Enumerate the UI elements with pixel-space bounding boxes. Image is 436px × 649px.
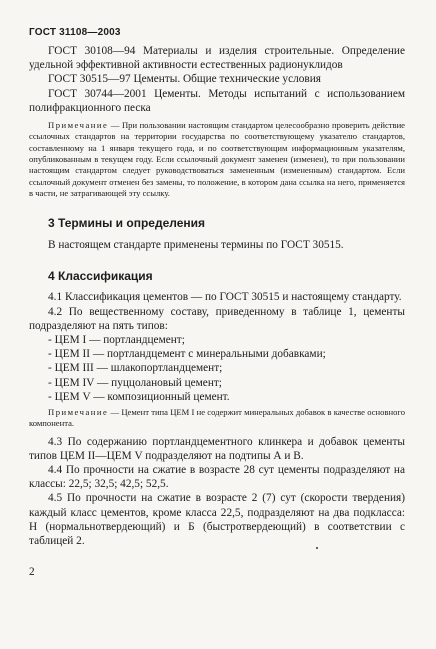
clause-4-5: 4.5 По прочности на сжатие в возрасте 2 (7) сут (скорости твердения) каждый класс цементов, кроме класса 22,5, подразделяют на два подкласса: Н (нормальнотвердеющий) и Б (быстротвердеющий) в соответствии с таблицей 2. [29,492,405,547]
note2-text: — Цемент типа ЦЕМ I не содержит минеральных добавок в качестве основного компонента. [29,406,405,429]
section-3-title: 3 Термины и определения [48,216,206,231]
type-cem-5: - ЦЕМ V — композиционный цемент. [48,390,230,403]
note-references [29,120,405,199]
stray-dot [316,547,318,549]
ref-gost-30744: ГОСТ 30744—2001 Цементы. Методы испытаний с использованием полифракционного песка [29,87,405,114]
ref-gost-30515: ГОСТ 30515—97 Цементы. Общие технические условия [48,73,321,86]
section-3-text: В настоящем стандарте применены термины по ГОСТ 30515. [48,239,344,252]
page-number: 2 [29,566,35,578]
clause-4-4: 4.4 По прочности на сжатие в возрасте 28 сут цементы подразделяют на классы: 22,5; 32,5; 42,5; 52,5. [29,463,405,491]
section-4-title: 4 Классификация [48,269,153,284]
clause-4-3: 4.3 По содержанию портландцементного клинкера и добавок цементы типов ЦЕМ II—ЦЕМ V подразделяют на подтипы А и В. [29,435,405,462]
ref-gost-30108: ГОСТ 30108—94 Материалы и изделия строительные. Определение удельной эффективной активности естественных радионуклидов [29,45,405,72]
type-cem-4: - ЦЕМ IV — пуццолановый цемент; [48,376,222,389]
standard-code-header: ГОСТ 31108—2003 [29,27,121,38]
note2-label: Примечание [48,406,109,417]
type-cem-1: - ЦЕМ I — портландцемент; [48,333,185,346]
clause-4-1: 4.1 Классификация цементов — по ГОСТ 30515 и настоящему стандарту. [48,291,402,304]
type-cem-3: - ЦЕМ III — шлакопортландцемент; [48,362,223,375]
note-text: — При пользовании настоящим стандартом целесообразно проверить действие ссылочных стандартов на территории государства по соответствующему указателю стандартов, составленному на 1 января текущего года, и по соответствующим информационным указателям, опубликованным в текущем году. Если ссылочный документ заменен (изменен), то при пользовании настоящим стандартом следует руководствоваться замененным (измененным) стандартом. Если ссылочный документ отменен без замены, то положение, в котором дана ссылка на него, применяется в части, не затрагивающей эту ссылку. [29,120,405,198]
type-cem-2: - ЦЕМ II — портландцемент с минеральными добавками; [48,348,326,361]
page-content [29,44,405,548]
note-cem-1 [29,407,405,430]
clause-4-2: 4.2 По вещественному составу, приведенному в таблице 1, цементы подразделяют на пять типов: [29,305,405,332]
note-label: Примечание [48,120,109,131]
